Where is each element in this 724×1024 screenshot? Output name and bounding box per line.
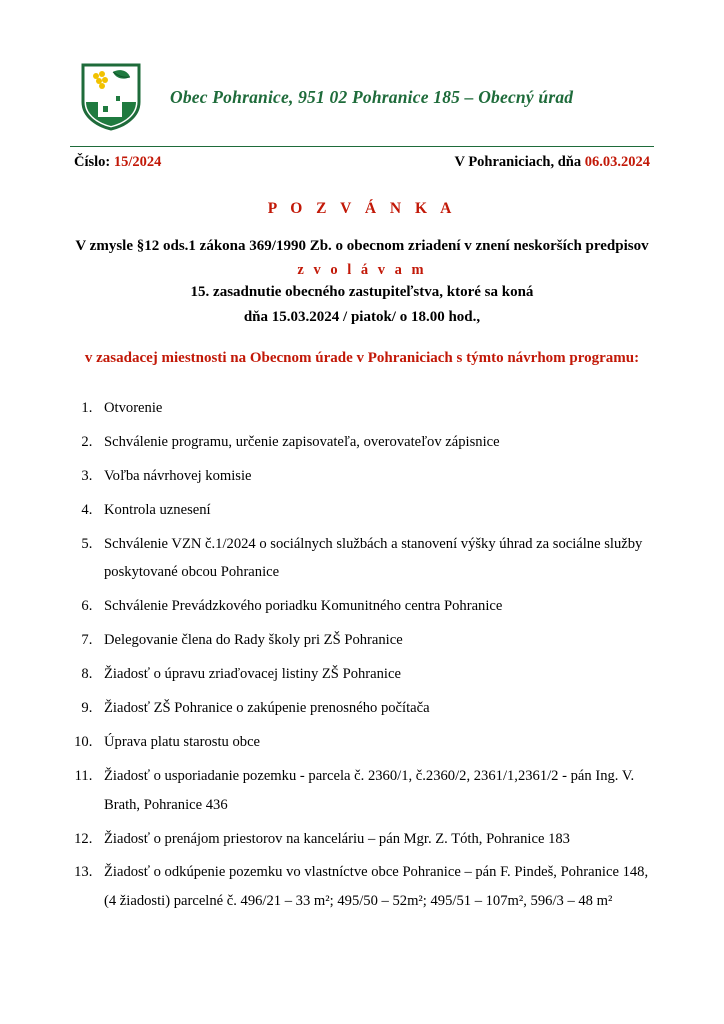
list-item: 11. Žiadosť o usporiadanie pozemku - parcela č. 2360/1, č.2360/2, 2361/1,2361/2 - pán Ing. V. Brath, Pohranice 436	[96, 762, 654, 820]
document-date-value: 06.03.2024	[584, 154, 650, 170]
document-place-date	[454, 154, 650, 171]
list-item: 6. Schválenie Prevádzkového poriadku Komunitného centra Pohranice	[96, 592, 654, 621]
list-item: 2. Schválenie programu, určenie zapisovateľa, overovateľov zápisnice	[96, 428, 654, 457]
organization-title: Obec Pohranice, 951 02 Pohranice 185 – Obecný úrad	[170, 86, 574, 107]
legal-basis-text: V zmysle §12 ods.1 zákona 369/1990 Zb. o obecnom zriadení v znení neskorších predpisov	[75, 238, 649, 254]
document-number	[74, 154, 161, 171]
document-number-value: 15/2024	[113, 154, 162, 170]
place-date-label: V Pohraniciach, dňa	[454, 154, 582, 170]
list-item: 3. Voľba návrhovej komisie	[96, 462, 654, 491]
list-item: 4. Kontrola uznesení	[96, 496, 654, 525]
document-header	[70, 0, 654, 132]
convene-word: z v o l á v a m	[297, 261, 427, 278]
page-title: P O Z V Á N K A	[267, 200, 457, 217]
session-date-line: dňa 15.03.2024 / piatok/ o 18.00 hod.,	[243, 308, 481, 325]
list-item: 12. Žiadosť o prenájom priestorov na kanceláriu – pán Mgr. Z. Tóth, Pohranice 183	[96, 825, 654, 854]
document-meta	[70, 154, 654, 171]
session-line: 15. zasadnutie obecného zastupiteľstva, ktoré sa koná	[190, 283, 534, 300]
header-divider	[70, 146, 654, 147]
venue-line: v zasadacej miestnosti na Obecnom úrade v Pohraniciach s týmto návrhom programu:	[84, 350, 640, 367]
municipal-coat-of-arms-icon	[80, 62, 142, 132]
list-item: 10. Úprava platu starostu obce	[96, 728, 654, 757]
list-item: 1. Otvorenie	[96, 394, 654, 423]
list-item: 5. Schválenie VZN č.1/2024 o sociálnych službách a stanovení výšky úhrad za sociálne služby poskytované obcou Pohranice	[96, 530, 654, 588]
list-item: 9. Žiadosť ZŠ Pohranice o zakúpenie prenosného počítača	[96, 694, 654, 723]
list-item: 13. Žiadosť o odkúpenie pozemku vo vlastníctve obce Pohranice – pán F. Pindeš, Pohranice 148, (4 žiadosti) parcelné č. 496/21 – 33 m²; 495/50 – 52m²; 495/51 – 107m², 596/3 – 48 m²	[96, 858, 654, 916]
list-item: 8. Žiadosť o úpravu zriaďovacej listiny ZŠ Pohranice	[96, 660, 654, 689]
document-number-label: Číslo:	[74, 154, 111, 170]
list-item: 7. Delegovanie člena do Rady školy pri ZŠ Pohranice	[96, 626, 654, 655]
agenda-list	[70, 394, 654, 916]
